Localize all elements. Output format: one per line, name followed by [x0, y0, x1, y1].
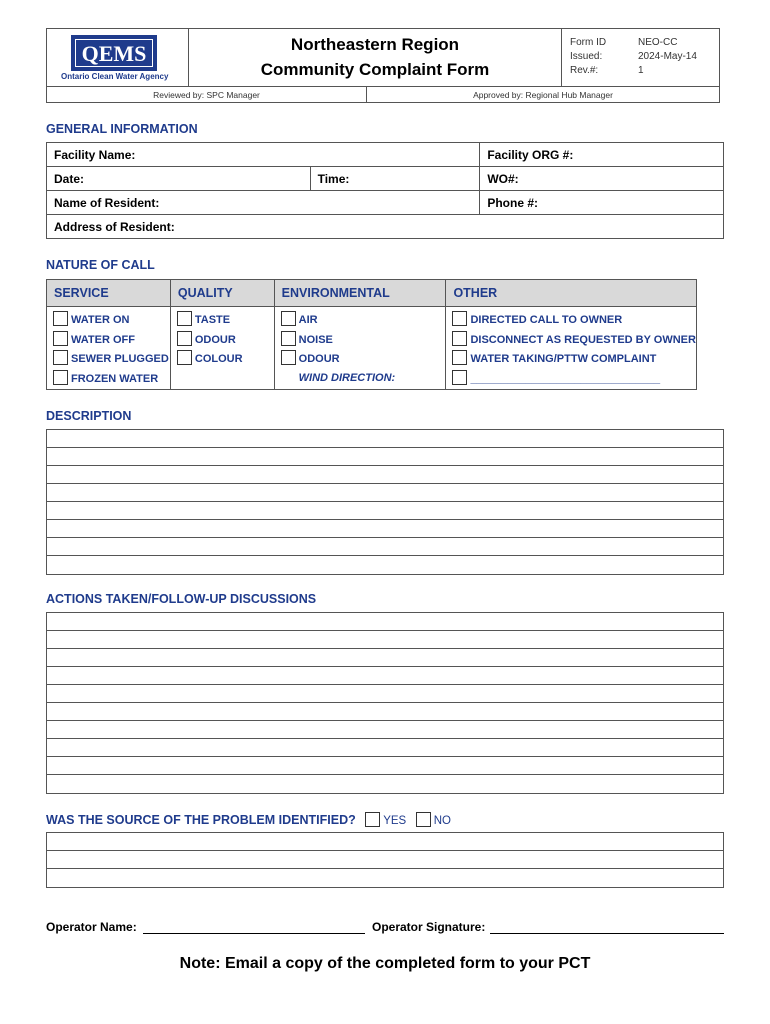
checkbox-icon[interactable] — [365, 812, 380, 827]
facility-name-field[interactable]: Facility Name: — [47, 143, 480, 167]
write-line[interactable] — [47, 685, 723, 703]
phone-field[interactable]: Phone #: — [480, 191, 724, 215]
title-line-2: Community Complaint Form — [260, 60, 490, 79]
operator-name-label: Operator Name: — [46, 920, 137, 934]
service-options — [47, 307, 171, 390]
checkbox-icon[interactable] — [53, 331, 68, 346]
checkbox-icon[interactable] — [53, 311, 68, 326]
checkbox-item[interactable] — [53, 311, 170, 331]
checkbox-item[interactable] — [281, 331, 446, 351]
description-heading: DESCRIPTION — [46, 409, 132, 423]
checkbox-icon[interactable] — [452, 311, 467, 326]
form-meta — [562, 29, 720, 86]
general-info-heading: GENERAL INFORMATION — [46, 122, 198, 136]
wind-direction-label: WIND DIRECTION: — [298, 371, 396, 384]
environmental-options — [274, 307, 446, 390]
write-line[interactable] — [47, 631, 723, 649]
checkbox-label: WATER TAKING/PTTW COMPLAINT — [470, 353, 657, 365]
checkbox-label: DIRECTED CALL TO OWNER — [470, 314, 623, 326]
nature-of-call-table — [46, 279, 697, 390]
other-blank-line[interactable]: _______________________________ — [470, 372, 661, 385]
write-line[interactable] — [47, 484, 723, 502]
col-service-header: SERVICE — [47, 280, 171, 307]
checkbox-icon[interactable] — [281, 350, 296, 365]
form-header — [46, 28, 720, 103]
other-options — [446, 307, 697, 390]
time-field[interactable]: Time: — [310, 167, 480, 191]
meta-value: NEO-CC — [638, 37, 678, 48]
facility-org-field[interactable]: Facility ORG #: — [480, 143, 724, 167]
source-lines[interactable] — [46, 832, 724, 888]
operator-name-line[interactable] — [143, 933, 365, 934]
meta-value: 1 — [638, 65, 644, 76]
checkbox-label: SEWER PLUGGED — [71, 353, 169, 365]
checkbox-label: ODOUR — [194, 333, 236, 346]
checkbox-item[interactable] — [177, 331, 274, 351]
date-field[interactable]: Date: — [47, 167, 311, 191]
write-line[interactable] — [47, 775, 723, 793]
actions-lines[interactable] — [46, 612, 724, 794]
logo-cell — [47, 29, 189, 86]
description-lines[interactable] — [46, 429, 724, 575]
reviewed-by: Reviewed by: SPC Manager — [47, 87, 367, 103]
checkbox-item[interactable] — [53, 331, 170, 351]
checkbox-item[interactable] — [281, 311, 446, 331]
no-option[interactable] — [416, 812, 451, 827]
operator-signature-line[interactable] — [490, 933, 724, 934]
checkbox-item[interactable] — [177, 311, 274, 331]
meta-label: Rev.#: — [570, 65, 599, 76]
col-quality-header: QUALITY — [170, 280, 274, 307]
write-line[interactable] — [47, 448, 723, 466]
meta-value: 2024-May-14 — [638, 51, 697, 62]
checkbox-item[interactable] — [177, 350, 274, 370]
logo-text: QEMS — [75, 39, 153, 67]
operator-signature-label: Operator Signature: — [372, 920, 486, 934]
write-line[interactable] — [47, 721, 723, 739]
checkbox-label: WATER OFF — [71, 333, 135, 346]
write-line[interactable] — [47, 466, 723, 484]
source-question-text: WAS THE SOURCE OF THE PROBLEM IDENTIFIED? — [46, 813, 356, 827]
checkbox-label: AIR — [298, 314, 318, 326]
checkbox-icon[interactable] — [281, 331, 296, 346]
yes-label: YES — [383, 815, 407, 827]
nature-of-call-heading: NATURE OF CALL — [46, 258, 155, 272]
write-line[interactable] — [47, 520, 723, 538]
checkbox-icon[interactable] — [452, 331, 467, 346]
yes-option[interactable] — [365, 812, 406, 827]
checkbox-label: COLOUR — [194, 353, 243, 365]
checkbox-icon[interactable] — [177, 350, 192, 365]
checkbox-item[interactable] — [452, 370, 696, 390]
write-line[interactable] — [47, 649, 723, 667]
checkbox-label: ODOUR — [298, 353, 340, 365]
general-info-table — [46, 142, 724, 239]
write-line[interactable] — [47, 851, 723, 869]
write-line[interactable] — [47, 556, 723, 574]
checkbox-item[interactable] — [452, 331, 696, 351]
qems-logo — [71, 35, 157, 71]
checkbox-icon[interactable] — [177, 311, 192, 326]
quality-options — [170, 307, 274, 390]
write-line[interactable] — [47, 833, 723, 851]
checkbox-item[interactable] — [281, 350, 446, 370]
checkbox-item[interactable] — [53, 350, 170, 370]
col-environmental-header: ENVIRONMENTAL — [274, 280, 446, 307]
checkbox-icon[interactable] — [452, 370, 467, 385]
checkbox-label: DISCONNECT AS REQUESTED BY OWNER — [470, 333, 696, 346]
checkbox-icon[interactable] — [416, 812, 431, 827]
approved-by: Approved by: Regional Hub Manager — [473, 90, 613, 100]
write-line[interactable] — [47, 430, 723, 448]
form-title — [189, 29, 562, 86]
col-other-header: OTHER — [446, 280, 697, 307]
checkbox-item[interactable] — [452, 311, 696, 331]
footer-note: Note: Email a copy of the completed form to your PCT — [179, 955, 591, 972]
checkbox-label: FROZEN WATER — [71, 372, 159, 385]
write-line[interactable] — [47, 667, 723, 685]
checkbox-label: TASTE — [194, 314, 231, 326]
checkbox-icon[interactable] — [281, 311, 296, 326]
source-question — [46, 812, 451, 827]
checkbox-icon[interactable] — [177, 331, 192, 346]
logo-subtitle: Ontario Clean Water Agency — [61, 72, 169, 81]
wo-field[interactable]: WO#: — [480, 167, 724, 191]
checkbox-label: WATER ON — [71, 314, 130, 326]
write-line[interactable] — [47, 739, 723, 757]
write-line[interactable] — [47, 538, 723, 556]
approval-row — [47, 86, 719, 103]
meta-label: Issued: — [570, 51, 603, 62]
write-line[interactable] — [47, 757, 723, 775]
write-line[interactable] — [47, 613, 723, 631]
resident-name-field[interactable]: Name of Resident: — [47, 191, 480, 215]
checkbox-icon[interactable] — [452, 350, 467, 365]
actions-heading: ACTIONS TAKEN/FOLLOW-UP DISCUSSIONS — [46, 592, 317, 606]
no-label: NO — [433, 815, 451, 827]
write-line[interactable] — [47, 703, 723, 721]
checkbox-icon[interactable] — [53, 370, 68, 385]
checkbox-item[interactable] — [452, 350, 696, 370]
checkbox-item[interactable] — [53, 370, 170, 390]
resident-address-field[interactable]: Address of Resident: — [47, 215, 724, 239]
checkbox-label: NOISE — [298, 333, 333, 346]
write-line[interactable] — [47, 869, 723, 887]
checkbox-icon[interactable] — [53, 350, 68, 365]
title-line-1: Northeastern Region — [290, 35, 460, 54]
write-line[interactable] — [47, 502, 723, 520]
meta-label: Form ID — [570, 37, 607, 48]
